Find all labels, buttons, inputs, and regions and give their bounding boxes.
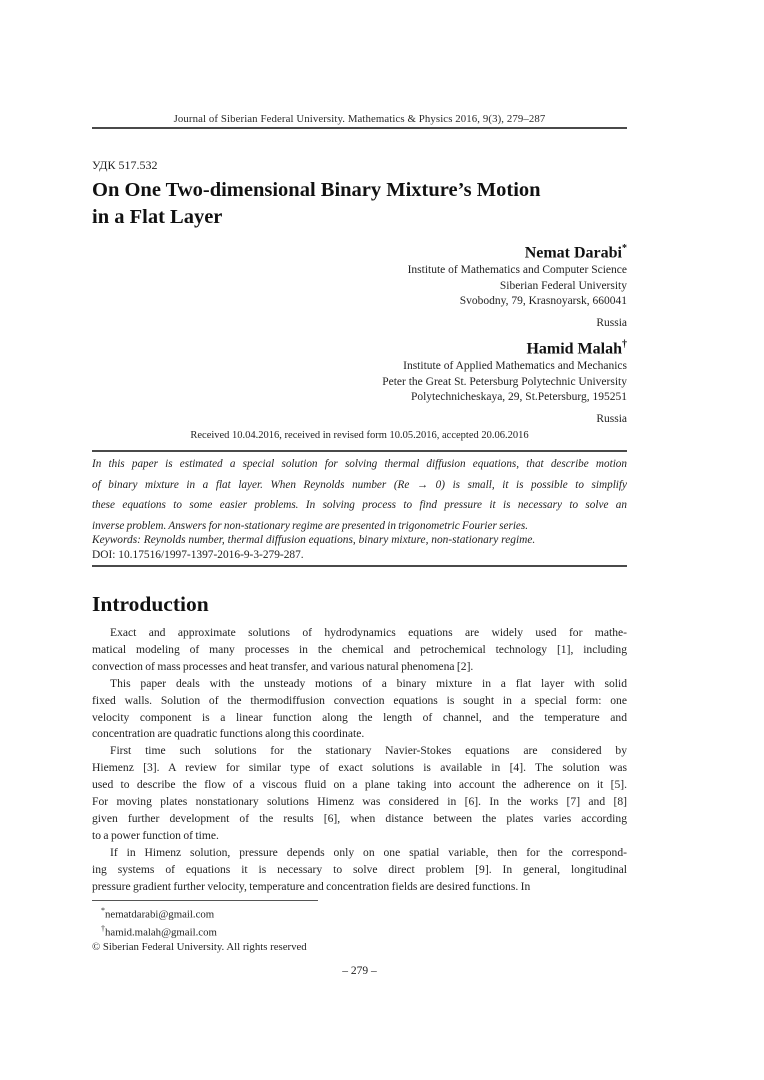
- paper-title-line1: On One Two-dimensional Binary Mixture’s Motion: [92, 179, 541, 201]
- author-name-text: Hamid Malah: [526, 340, 622, 358]
- body-line: matical modeling of many processes in the chemical and petrochemical technology [1], including: [92, 642, 627, 656]
- abstract-line: these equations to some easier problems. In solving process to find pressure it is necessary to solve an: [92, 499, 627, 512]
- body-line: ing systems of equations it is necessary to solve direct problem [9]. In general, longitudinal: [92, 862, 627, 876]
- body-line: If in Himenz solution, pressure depends only on one spatial variable, then for the correspond-: [110, 845, 627, 859]
- body-line: concentration are quadratic functions along this coordinate.: [92, 727, 365, 741]
- author-country: Russia: [596, 316, 627, 329]
- body-line: used to describe the flow of a viscous fluid on a plane taking into account the adherence on it [5].: [92, 778, 627, 792]
- footnote-rule: [92, 900, 318, 901]
- body-text: [92, 625, 627, 896]
- journal-header: Journal of Siberian Federal University. Mathematics & Physics 2016, 9(3), 279–287: [173, 113, 546, 125]
- abstract: [92, 454, 627, 537]
- author-name: [92, 238, 627, 263]
- footnote-text: nematdarabi@gmail.com: [105, 908, 215, 921]
- footnote-marker: †: [101, 923, 105, 933]
- author-name-text: Nemat Darabi: [524, 244, 622, 262]
- footnote-marker: *: [101, 906, 105, 915]
- author-affiliation-line: Svobodny, 79, Krasnoyarsk, 660041: [459, 294, 627, 307]
- section-heading: Introduction: [92, 592, 209, 616]
- authors-block: [92, 238, 627, 430]
- page-number: – 279 –: [342, 965, 377, 977]
- footnotes: [92, 904, 627, 954]
- received-dates: Received 10.04.2016, received in revised form 10.05.2016, accepted 20.06.2016: [190, 430, 529, 441]
- body-line: given further development of the results [6], when distance between the plates varies according: [92, 811, 627, 825]
- body-line: convection of mass processes and heat transfer, and various natural phenomena [2].: [92, 659, 474, 673]
- body-line: fixed walls. Solution of the thermodiffusion convection equations is sought in a special form: one: [92, 693, 627, 707]
- author-affiliation-line: Peter the Great St. Petersburg Polytechnic University: [382, 375, 627, 388]
- copyright-line: © Siberian Federal University. All rights reserved: [92, 940, 307, 953]
- header-rule: [92, 127, 627, 129]
- abstract-line: inverse problem. Answers for non-stationary regime are presented in trigonometric Fourier series.: [92, 520, 529, 533]
- body-line: First time such solutions for the stationary Navier-Stokes equations are considered by: [110, 744, 627, 758]
- footnote-text: hamid.malah@gmail.com: [105, 926, 217, 939]
- udk-number: УДК 517.532: [92, 158, 158, 172]
- author-affiliation-line: Institute of Applied Mathematics and Mechanics: [403, 360, 627, 373]
- body-line: pressure gradient further velocity, temperature and concentration fields are desired functions. In: [92, 879, 531, 893]
- abstract-top-rule: [92, 450, 627, 452]
- author-affiliation-line: Institute of Mathematics and Computer Science: [407, 264, 627, 277]
- footnote-email: [92, 922, 627, 940]
- footnote-email: [92, 904, 627, 922]
- body-line: Exact and approximate solutions of hydrodynamics equations are widely used for mathe-: [110, 626, 627, 639]
- keywords-line: Keywords: Reynolds number, thermal diffusion equations, binary mixture, non-stationary regime.: [92, 534, 536, 546]
- body-line: This paper deals with the unsteady motions of a binary mixture in a flat layer with solid: [110, 676, 627, 690]
- author-name: [92, 334, 627, 359]
- author-affiliation-line: Polytechnicheskaya, 29, St.Petersburg, 195251: [410, 390, 627, 403]
- doi-line: DOI: 10.17516/1997-1397-2016-9-3-279-287.: [92, 549, 304, 561]
- body-line: Hiemenz [3]. A review for similar type of exact solutions is available in [4]. The solution was: [92, 761, 627, 775]
- author-footnote-marker: †: [622, 339, 627, 351]
- abstract-line: of binary mixture in a flat layer. When Reynolds number (Re → 0) is small, it is possible to simplify: [92, 478, 627, 491]
- author-footnote-marker: *: [622, 243, 627, 254]
- paper-title: [92, 177, 627, 230]
- paper-title-line2: in a Flat Layer: [92, 205, 223, 228]
- body-line: to a power function of time.: [92, 828, 219, 842]
- body-line: For moving plates nonstationary solutions Himenz was considered in [6]. In the works [7] and [8]: [92, 795, 627, 809]
- author-affiliation-line: Siberian Federal University: [499, 279, 627, 292]
- body-line: velocity component is a linear function along the length of channel, and the temperature and: [92, 710, 627, 724]
- abstract-line: In this paper is estimated a special solution for solving thermal diffusion equations, that describe motion: [92, 458, 627, 470]
- author-country: Russia: [596, 413, 627, 426]
- abstract-bottom-rule: [92, 565, 627, 567]
